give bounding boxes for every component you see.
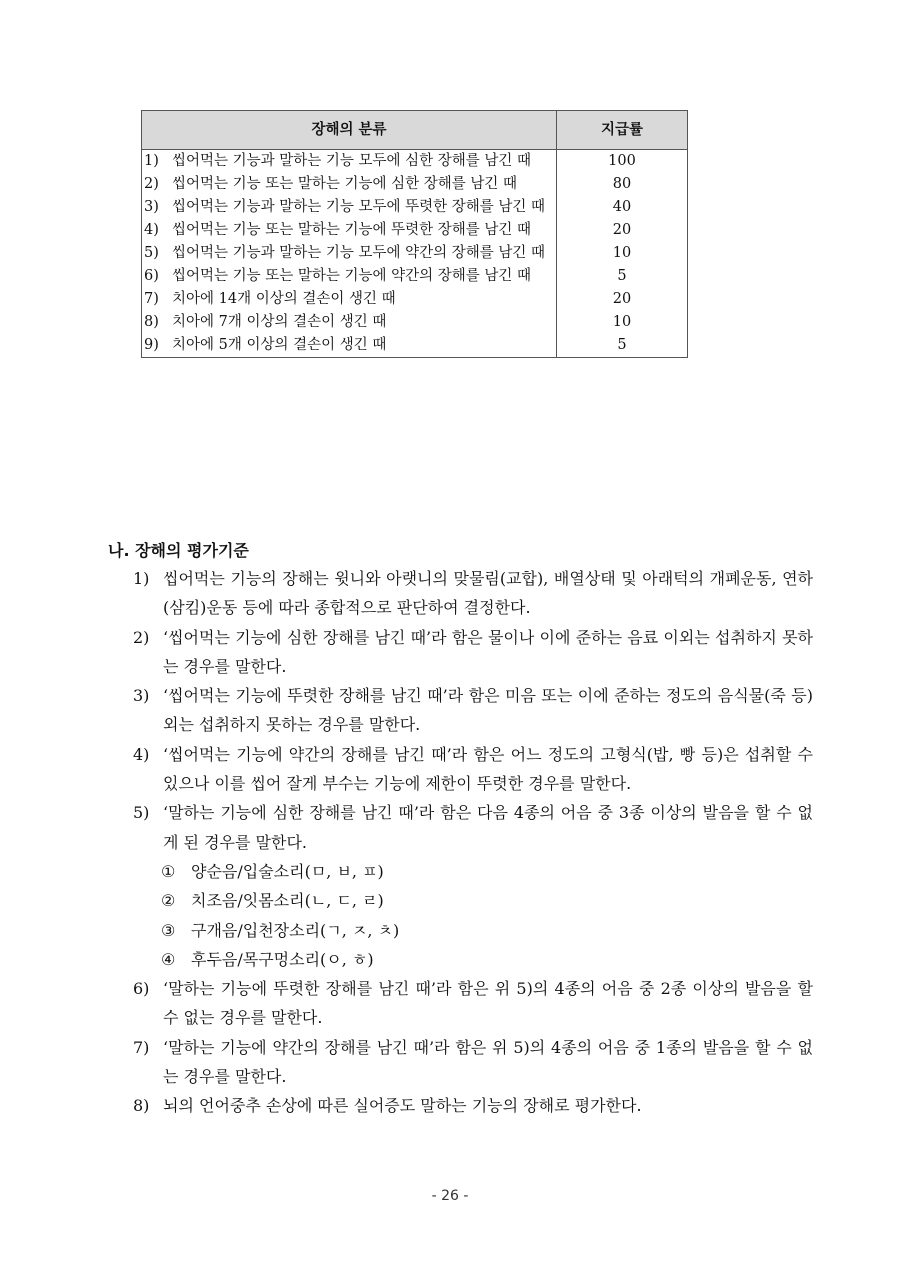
table-header-row [142,111,688,150]
item-text: ‘씹어먹는 기능에 약간의 장해를 남긴 때’라 함은 어느 정도의 고형식(밥, 빵 등)은 섭취할 수 있으나 이를 씹어 잘게 부수는 기능에 제한이 뚜렷한 경우를 말한다. [163,744,813,794]
list-item [133,564,813,623]
row-description: 씹어먹는 기능과 말하는 기능 모두에 뚜렷한 장해를 남긴 때 [172,199,546,215]
page-number: - 26 - [431,1188,469,1204]
row-rate: 10 [557,311,688,334]
row-number: 1) [144,153,159,169]
list-item [133,740,813,799]
row-number: 9) [144,337,159,353]
row-number: 2) [144,176,159,192]
row-description: 씹어먹는 기능 또는 말하는 기능에 심한 장해를 남긴 때 [172,176,518,192]
table-row [142,265,688,288]
item-number: 7) [133,1037,150,1057]
list-item [133,623,813,682]
list-item [133,1033,813,1092]
row-number: 6) [144,268,159,284]
table-row [142,288,688,311]
sub-item [133,857,813,886]
sub-item-text: 후두음/목구멍소리(ㅇ, ㅎ) [191,949,374,969]
table-row [142,196,688,219]
row-number: 8) [144,314,159,330]
sub-item-text: 양순음/입술소리(ㅁ, ㅂ, ㅍ) [191,861,384,881]
item-text: ‘씹어먹는 기능에 뚜렷한 장해를 남긴 때’라 함은 미음 또는 이에 준하는 정도의 음식물(죽 등) 외는 섭취하지 못하는 경우를 말한다. [163,686,813,735]
item-number: 1) [133,569,150,588]
item-number: 4) [133,744,150,764]
table-row [142,311,688,334]
row-rate: 40 [557,196,688,219]
item-text: ‘말하는 기능에 뚜렷한 장해를 남긴 때’라 함은 위 5)의 4종의 어음 중 2종 이상의 발음을 할 수 없는 경우를 말한다. [163,979,813,1028]
row-description: 치아에 14개 이상의 결손이 생긴 때 [172,291,396,307]
item-text: ‘말하는 기능에 심한 장해를 남긴 때’라 함은 다음 4종의 어음 중 3종 이상의 발음을 할 수 없게 된 경우를 말한다. [163,803,813,852]
row-rate: 20 [557,288,688,311]
item-text: ‘말하는 기능에 약간의 장해를 남긴 때’라 함은 위 5)의 4종의 어음 중 1종의 발음을 할 수 없는 경우를 말한다. [163,1037,813,1087]
header-rate: 지급률 [557,111,688,150]
list-item [133,798,813,857]
row-number: 4) [144,222,159,238]
item-number: 2) [133,627,150,647]
sub-item [133,886,813,915]
row-number: 7) [144,291,159,307]
table-row [142,173,688,196]
list-item [133,1091,813,1120]
row-description: 치아에 7개 이상의 결손이 생긴 때 [172,314,387,330]
row-rate: 5 [557,265,688,288]
item-number: 3) [133,686,150,706]
item-text: 씹어먹는 기능의 장해는 윗니와 아랫니의 맞물림(교합), 배열상태 및 아래턱의 개폐운동, 연하(삼킴)운동 등에 따라 종합적으로 판단하여 결정한다. [163,569,813,618]
row-rate: 20 [557,219,688,242]
sub-item [133,916,813,945]
sub-item-number: ③ [161,920,176,940]
row-description: 씹어먹는 기능과 말하는 기능 모두에 심한 장해를 남긴 때 [172,153,532,169]
row-rate: 100 [557,150,688,174]
row-number: 5) [144,245,159,261]
item-number: 8) [133,1096,150,1116]
table-row [142,334,688,358]
item-number: 6) [133,979,150,999]
item-number: 5) [133,803,150,823]
sub-item-number: ② [161,891,176,911]
sub-item-number: ④ [161,949,176,969]
row-rate: 80 [557,173,688,196]
table-row [142,242,688,265]
sub-item-number: ① [161,861,176,881]
criteria-list [133,564,813,1121]
row-description: 씹어먹는 기능과 말하는 기능 모두에 약간의 장해를 남긴 때 [172,245,546,261]
row-description: 치아에 5개 이상의 결손이 생긴 때 [172,337,387,353]
row-rate: 5 [557,334,688,358]
item-text: 뇌의 언어중추 손상에 따른 실어증도 말하는 기능의 장해로 평가한다. [163,1096,642,1116]
disability-rate-table [141,110,688,358]
row-description: 씹어먹는 기능 또는 말하는 기능에 뚜렷한 장해를 남긴 때 [172,222,532,238]
section-heading: 나. 장해의 평가기준 [108,541,249,560]
header-category: 장해의 분류 [142,111,557,150]
row-rate: 10 [557,242,688,265]
sub-item-text: 구개음/입천장소리(ㄱ, ㅈ, ㅊ) [191,920,400,940]
sub-item-text: 치조음/잇몸소리(ㄴ, ㄷ, ㄹ) [191,891,384,911]
list-item [133,681,813,740]
table-row [142,219,688,242]
list-item [133,974,813,1033]
table-row [142,150,688,174]
row-number: 3) [144,199,159,215]
item-text: ‘씹어먹는 기능에 심한 장해를 남긴 때’라 함은 물이나 이에 준하는 음료 이외는 섭취하지 못하는 경우를 말한다. [163,627,813,676]
row-description: 씹어먹는 기능 또는 말하는 기능에 약간의 장해를 남긴 때 [172,268,532,284]
sub-item [133,945,813,974]
